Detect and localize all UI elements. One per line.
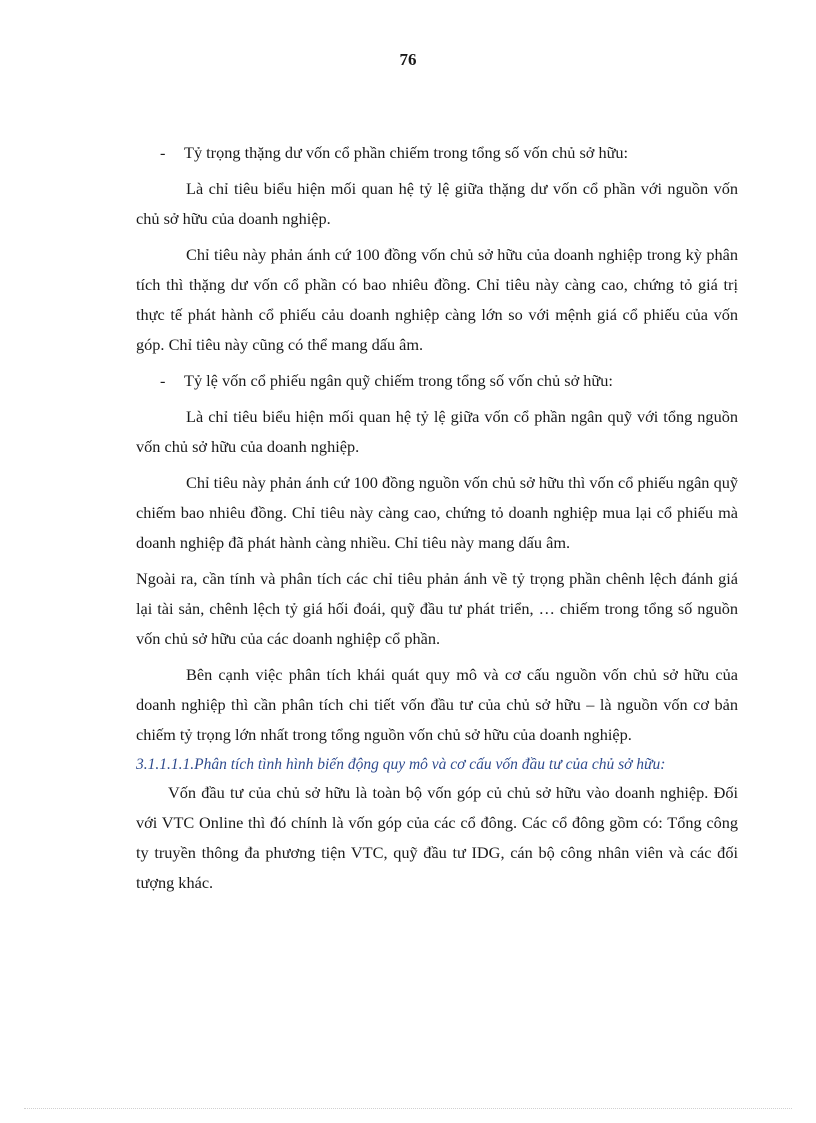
page-bottom-rule [24, 1108, 792, 1109]
paragraph: Vốn đầu tư của chủ sở hữu là toàn bộ vốn góp củ chủ sở hữu vào doanh nghiệp. Đối với VTC Online thì đó chính là vốn góp của các cổ đông. Các cổ đông gồm có: Tổng công ty truyền thông đa phương tiện VTC, quỹ đầu tư IDG, cán bộ công nhân viên và các đối tượng khác. [136, 783, 738, 892]
bullet-dash: - [160, 143, 166, 162]
paragraph: Bên cạnh việc phân tích khái quát quy mô và cơ cấu nguồn vốn chủ sở hữu của doanh nghiệp thì cần phân tích chi tiết vốn đầu tư của chủ sở hữu – là nguồn vốn cơ bản chiếm tỷ trọng lớn nhất trong tổng nguồn vốn chủ sở hữu của doanh nghiệp. [136, 665, 738, 744]
paragraph: Chỉ tiêu này phản ánh cứ 100 đồng nguồn vốn chủ sở hữu thì vốn cổ phiếu ngân quỹ chiếm bao nhiêu đồng. Chỉ tiêu này càng cao, chứng tỏ doanh nghiệp mua lại cổ phiếu mà doanh nghiệp đã phát hành càng nhiều. Chỉ tiêu này mang dấu âm. [136, 473, 738, 552]
section-heading: 3.1.1.1.1.Phân tích tình hình biến động quy mô và cơ cấu vốn đầu tư của chủ sở hữu: [136, 756, 666, 773]
bullet-text: Tỷ lệ vốn cổ phiếu ngân quỹ chiếm trong tổng số vốn chủ sở hữu: [184, 371, 613, 390]
paragraph: Ngoài ra, cần tính và phân tích các chỉ tiêu phản ánh về tỷ trọng phần chênh lệch đánh giá lại tài sản, chênh lệch tỷ giá hối đoái, quỹ đầu tư phát triển, … chiếm trong tổng số nguồn vốn chủ sở hữu của các doanh nghiệp cổ phần. [136, 569, 738, 648]
bullet-item [136, 366, 738, 396]
bullet-text: Tỷ trọng thặng dư vốn cổ phần chiếm trong tổng số vốn chủ sở hữu: [184, 143, 629, 162]
bullet-item [136, 138, 738, 168]
body-text [136, 138, 738, 904]
page-number: 76 [399, 50, 417, 69]
paragraph: Là chỉ tiêu biểu hiện mối quan hệ tỷ lệ giữa thặng dư vốn cổ phần với nguồn vốn chủ sở hữu của doanh nghiệp. [136, 179, 738, 228]
bullet-dash: - [160, 371, 166, 390]
paragraph: Chỉ tiêu này phản ánh cứ 100 đồng vốn chủ sở hữu của doanh nghiệp trong kỳ phân tích thì thặng dư vốn cổ phần có bao nhiêu đồng. Chỉ tiêu này càng cao, chứng tỏ giá trị thực tế phát hành cổ phiếu cảu doanh nghiệp càng lớn so với mệnh giá cổ phiếu của vốn góp. Chỉ tiêu này cũng có thể mang dấu âm. [136, 245, 738, 354]
paragraph: Là chỉ tiêu biểu hiện mối quan hệ tỷ lệ giữa vốn cổ phần ngân quỹ với tổng nguồn vốn chủ sở hữu của doanh nghiệp. [136, 407, 738, 456]
